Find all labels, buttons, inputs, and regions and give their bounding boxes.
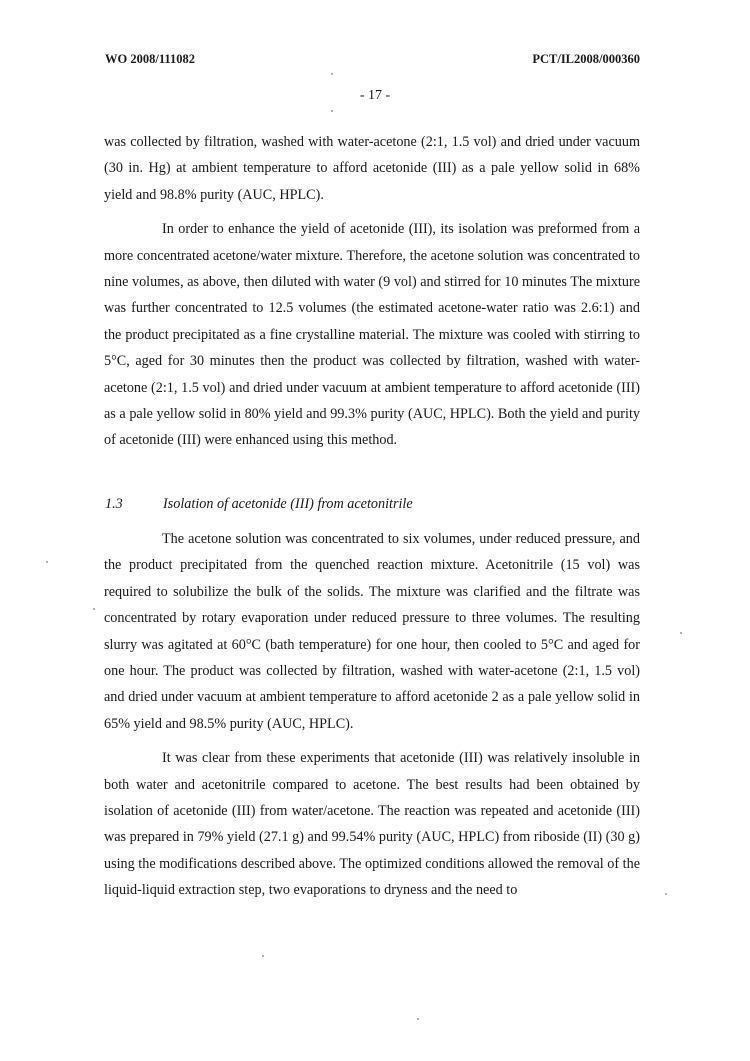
paragraph-continuation: was collected by filtration, washed with water-acetone (2:1, 1.5 vol) and dried under vacuum (30 in. Hg) at ambient temperature to afford acetonide (III) as a pale yellow solid in 68% yield and 98.8% purity (AUC, HPLC).	[104, 134, 640, 203]
scan-speck	[331, 73, 333, 75]
scan-speck	[93, 608, 95, 610]
scan-speck	[680, 632, 682, 634]
section-title: Isolation of acetonide (III) from acetonitrile	[163, 496, 413, 512]
body-text-top	[104, 129, 640, 454]
paragraph-yield-enhancement: In order to enhance the yield of acetonide (III), its isolation was preformed from a more concentrated acetone/water mixture. Therefore, the acetone solution was concentrated to nine volumes, as above, then diluted with water (9 vol) and stirred for 10 minutes The mixture was further concentrated to 12.5 volumes (the estimated acetone-water ratio was 2.6:1) and the product precipitated as a fine crystalline material. The mixture was cooled with stirring to 5°C, aged for 30 minutes then the product was collected by filtration, washed with water-acetone (2:1, 1.5 vol) and dried under vacuum at ambient temperature to afford acetonide (III) as a pale yellow solid in 80% yield and 99.3% purity (AUC, HPLC). Both the yield and purity of acetonide (III) were enhanced using this method.	[104, 221, 640, 449]
scan-speck	[46, 561, 48, 563]
scan-speck	[262, 955, 264, 957]
scan-speck	[331, 110, 333, 112]
paragraph-acetonitrile-isolation: The acetone solution was concentrated to six volumes, under reduced pressure, and the product precipitated from the quenched reaction mixture. Acetonitrile (15 vol) was required to solubilize the bulk of the solids. The mixture was clarified and the filtrate was concentrated by rotary evaporation under reduced pressure to three volumes. The resulting slurry was agitated at 60°C (bath temperature) for one hour, then cooled to 5°C and aged for one hour. The product was collected by filtration, washed with water-acetone (2:1, 1.5 vol) and dried under vacuum at ambient temperature to afford acetonide 2 as a pale yellow solid in 65% yield and 98.5% purity (AUC, HPLC).	[104, 531, 640, 732]
body-text-section	[104, 526, 640, 904]
section-number: 1.3	[105, 496, 123, 512]
section-heading	[105, 496, 413, 513]
application-number: PCT/IL2008/000360	[532, 52, 640, 66]
page-number: - 17 -	[359, 88, 391, 103]
scan-speck	[665, 893, 667, 895]
scan-speck	[417, 1018, 419, 1020]
paragraph-conclusions: It was clear from these experiments that acetonide (III) was relatively insoluble in both water and acetonitrile compared to acetone. The best results had been obtained by isolation of acetonide (III) from water/acetone. The reaction was repeated and acetonide (III) was prepared in 79% yield (27.1 g) and 99.54% purity (AUC, HPLC) from riboside (II) (30 g) using the modifications described above. The optimized conditions allowed the removal of the liquid-liquid extraction step, two evaporations to dryness and the need to	[104, 750, 640, 899]
publication-number: WO 2008/111082	[105, 52, 195, 66]
